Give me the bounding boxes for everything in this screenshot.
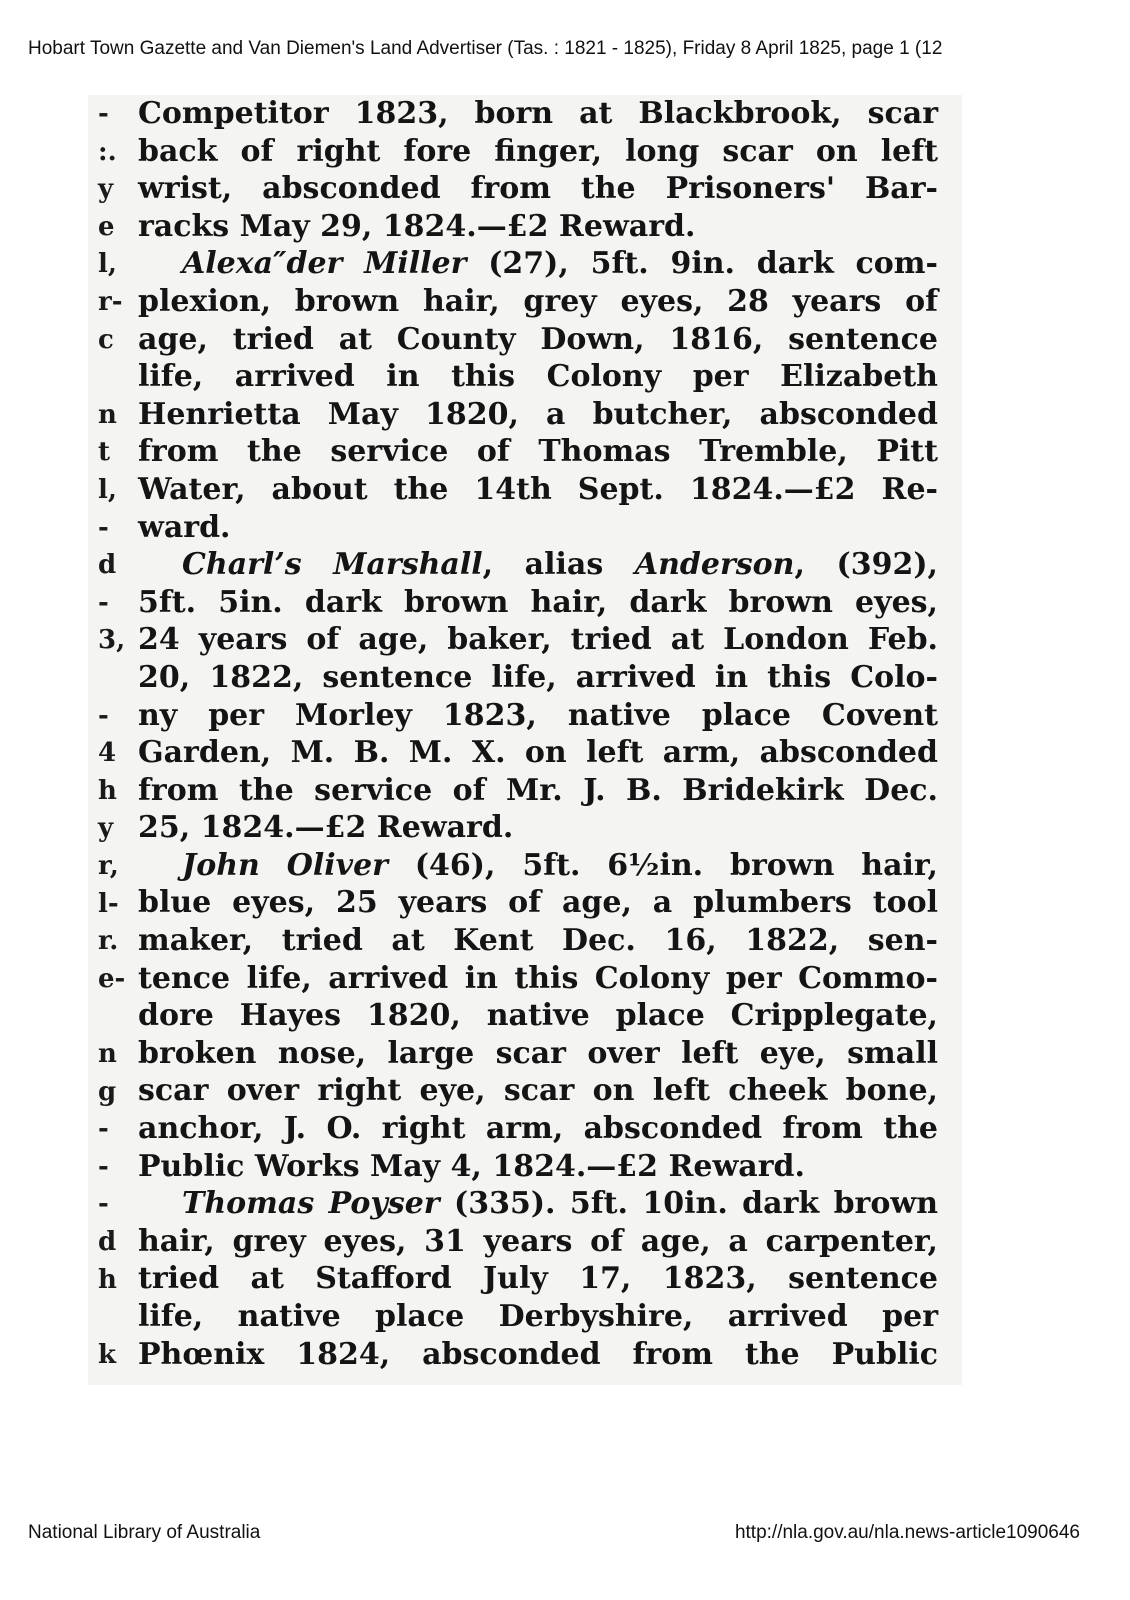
article-line-text: ny per Morley 1823, native place Covent bbox=[138, 697, 938, 733]
article-line bbox=[138, 621, 938, 659]
margin-fragment: d bbox=[98, 1227, 117, 1257]
article-line bbox=[138, 396, 938, 434]
margin-fragment: n bbox=[98, 1039, 117, 1069]
article-line-text: blue eyes, 25 years of age, a plumbers tool bbox=[138, 885, 938, 921]
margin-fragment: - bbox=[98, 587, 109, 618]
article-line bbox=[138, 734, 938, 772]
article-line bbox=[138, 208, 938, 246]
margin-fragment: - bbox=[98, 512, 109, 543]
margin-fragment: e- bbox=[98, 963, 126, 994]
article-line bbox=[138, 1035, 938, 1073]
article-line-text: maker, tried at Kent Dec. 16, 1822, sen- bbox=[138, 923, 938, 959]
article-line-text: scar over right eye, scar on left cheek bone, bbox=[138, 1073, 938, 1109]
article-line bbox=[138, 1298, 938, 1336]
article-line bbox=[138, 546, 938, 584]
article-line-text: Henrietta May 1820, a butcher, absconded bbox=[138, 396, 938, 432]
article-line-text: , alias bbox=[482, 547, 635, 583]
article-line bbox=[138, 95, 938, 133]
article-line-text: (27), 5ft. 9in. dark com- bbox=[466, 246, 939, 282]
margin-fragment: l, bbox=[98, 475, 117, 505]
article-line-text: 24 years of age, baker, tried at London Feb. bbox=[138, 622, 938, 658]
article-line-text: Public Works May 4, 1824.—£2 Reward. bbox=[138, 1148, 805, 1184]
article-line bbox=[138, 884, 938, 922]
footer-article-url[interactable]: http://nla.gov.au/nla.news-article1090646 bbox=[734, 1522, 1080, 1543]
absconder-name: Thomas Poyser bbox=[182, 1186, 440, 1222]
margin-fragment: - bbox=[98, 1114, 109, 1145]
article-line bbox=[138, 321, 938, 359]
article-line bbox=[138, 133, 938, 171]
article-line-text: back of right fore finger, long scar on left bbox=[138, 133, 938, 169]
article-line bbox=[138, 1148, 938, 1186]
margin-fragment: k bbox=[98, 1339, 117, 1370]
article-line bbox=[138, 1260, 938, 1298]
margin-fragment: - bbox=[98, 700, 109, 731]
article-line bbox=[138, 433, 938, 471]
article-line-text: plexion, brown hair, grey eyes, 28 years of bbox=[138, 283, 938, 319]
scanned-newspaper-clipping bbox=[88, 95, 962, 1385]
margin-fragment: - bbox=[98, 99, 109, 129]
article-line bbox=[138, 1072, 938, 1110]
article-line-text: tence life, arrived in this Colony per Commo- bbox=[138, 960, 938, 996]
margin-fragment: r- bbox=[98, 287, 123, 317]
article-line bbox=[138, 471, 938, 509]
margin-fragment: y bbox=[98, 813, 114, 844]
article-line-text: dore Hayes 1820, native place Cripplegate, bbox=[138, 998, 938, 1034]
article-line bbox=[138, 809, 938, 847]
article-line bbox=[138, 659, 938, 697]
margin-fragment: h bbox=[98, 775, 117, 806]
article-line-text: hair, grey eyes, 31 years of age, a carpenter, bbox=[138, 1223, 938, 1259]
article-line bbox=[138, 584, 938, 622]
article-line-text: tried at Stafford July 17, 1823, sentence bbox=[138, 1261, 938, 1297]
adjacent-column-fragments bbox=[92, 95, 134, 1385]
alias-name: Anderson bbox=[634, 547, 795, 583]
margin-fragment: - bbox=[98, 1189, 109, 1220]
absconder-name: Charl’s Marshall bbox=[182, 547, 483, 583]
article-line-text: (335). 5ft. 10in. dark brown bbox=[439, 1186, 939, 1222]
margin-fragment: 3, bbox=[98, 625, 126, 656]
article-line-text: life, arrived in this Colony per Elizabeth bbox=[138, 359, 938, 395]
margin-fragment: h bbox=[98, 1264, 117, 1295]
article-line-text: 20, 1822, sentence life, arrived in this Colo- bbox=[138, 659, 938, 695]
margin-fragment: y bbox=[98, 174, 114, 205]
article-line-text: 25, 1824.—£2 Reward. bbox=[138, 810, 514, 846]
absconder-notice-article bbox=[138, 95, 938, 1373]
article-line-text: anchor, J. O. right arm, absconded from the bbox=[138, 1111, 938, 1147]
article-line bbox=[138, 1185, 938, 1223]
article-line bbox=[138, 697, 938, 735]
margin-fragment: e bbox=[98, 211, 115, 242]
article-line-text: Phœnix 1824, absconded from the Public bbox=[138, 1336, 938, 1372]
article-line-text: from the service of Thomas Tremble, Pitt bbox=[138, 434, 938, 470]
margin-fragment: t bbox=[98, 437, 111, 468]
article-line-text: wrist, absconded from the Prisoners' Bar- bbox=[138, 171, 938, 207]
article-line bbox=[138, 283, 938, 321]
article-line-text: (46), 5ft. 6½in. brown hair, bbox=[387, 847, 938, 883]
article-line-text: 5ft. 5in. dark brown hair, dark brown eyes, bbox=[138, 584, 938, 620]
article-line bbox=[138, 922, 938, 960]
margin-fragment: g bbox=[98, 1076, 117, 1107]
article-line bbox=[138, 245, 938, 283]
article-line-text: racks May 29, 1824.—£2 Reward. bbox=[138, 208, 696, 244]
article-line-text: broken nose, large scar over left eye, small bbox=[138, 1035, 938, 1071]
footer-source: National Library of Australia bbox=[28, 1522, 261, 1543]
article-line bbox=[138, 1110, 938, 1148]
article-line bbox=[138, 772, 938, 810]
margin-fragment: d bbox=[98, 550, 117, 581]
absconder-name: Alexa″der Miller bbox=[182, 246, 467, 282]
article-line-text: , (392), bbox=[794, 547, 938, 583]
article-line-text: Garden, M. B. M. X. on left arm, absconded bbox=[138, 735, 938, 771]
margin-fragment: - bbox=[98, 1151, 109, 1182]
page-header-title: Hobart Town Gazette and Van Diemen's Land Advertiser (Tas. : 1821 - 1825), Friday 8 April 1825, page 1 (12 bbox=[28, 38, 943, 59]
article-line-text: Water, about the 14th Sept. 1824.—£2 Re- bbox=[138, 471, 938, 507]
article-line bbox=[138, 358, 938, 396]
article-line bbox=[138, 170, 938, 208]
article-line bbox=[138, 847, 938, 885]
article-line-text: life, native place Derbyshire, arrived per bbox=[138, 1299, 938, 1334]
article-line-text: Competitor 1823, born at Blackbrook, scar bbox=[138, 96, 938, 131]
margin-fragment: r, bbox=[98, 851, 119, 881]
margin-fragment: c bbox=[98, 324, 114, 355]
article-line bbox=[138, 1223, 938, 1261]
article-line-text: ward. bbox=[138, 509, 231, 545]
article-line bbox=[138, 1336, 938, 1374]
margin-fragment: r. bbox=[98, 926, 119, 957]
absconder-name: John Oliver bbox=[182, 847, 388, 883]
article-line bbox=[138, 997, 938, 1035]
margin-fragment: n bbox=[98, 399, 117, 430]
article-line-text: from the service of Mr. J. B. Bridekirk Dec. bbox=[138, 772, 938, 808]
margin-fragment: l, bbox=[98, 249, 117, 280]
article-line bbox=[138, 960, 938, 998]
article-line-text: age, tried at County Down, 1816, sentence bbox=[138, 321, 938, 357]
margin-fragment: :. bbox=[98, 136, 117, 167]
article-line bbox=[138, 509, 938, 547]
margin-fragment: 4 bbox=[98, 738, 117, 769]
margin-fragment: l- bbox=[98, 888, 119, 919]
